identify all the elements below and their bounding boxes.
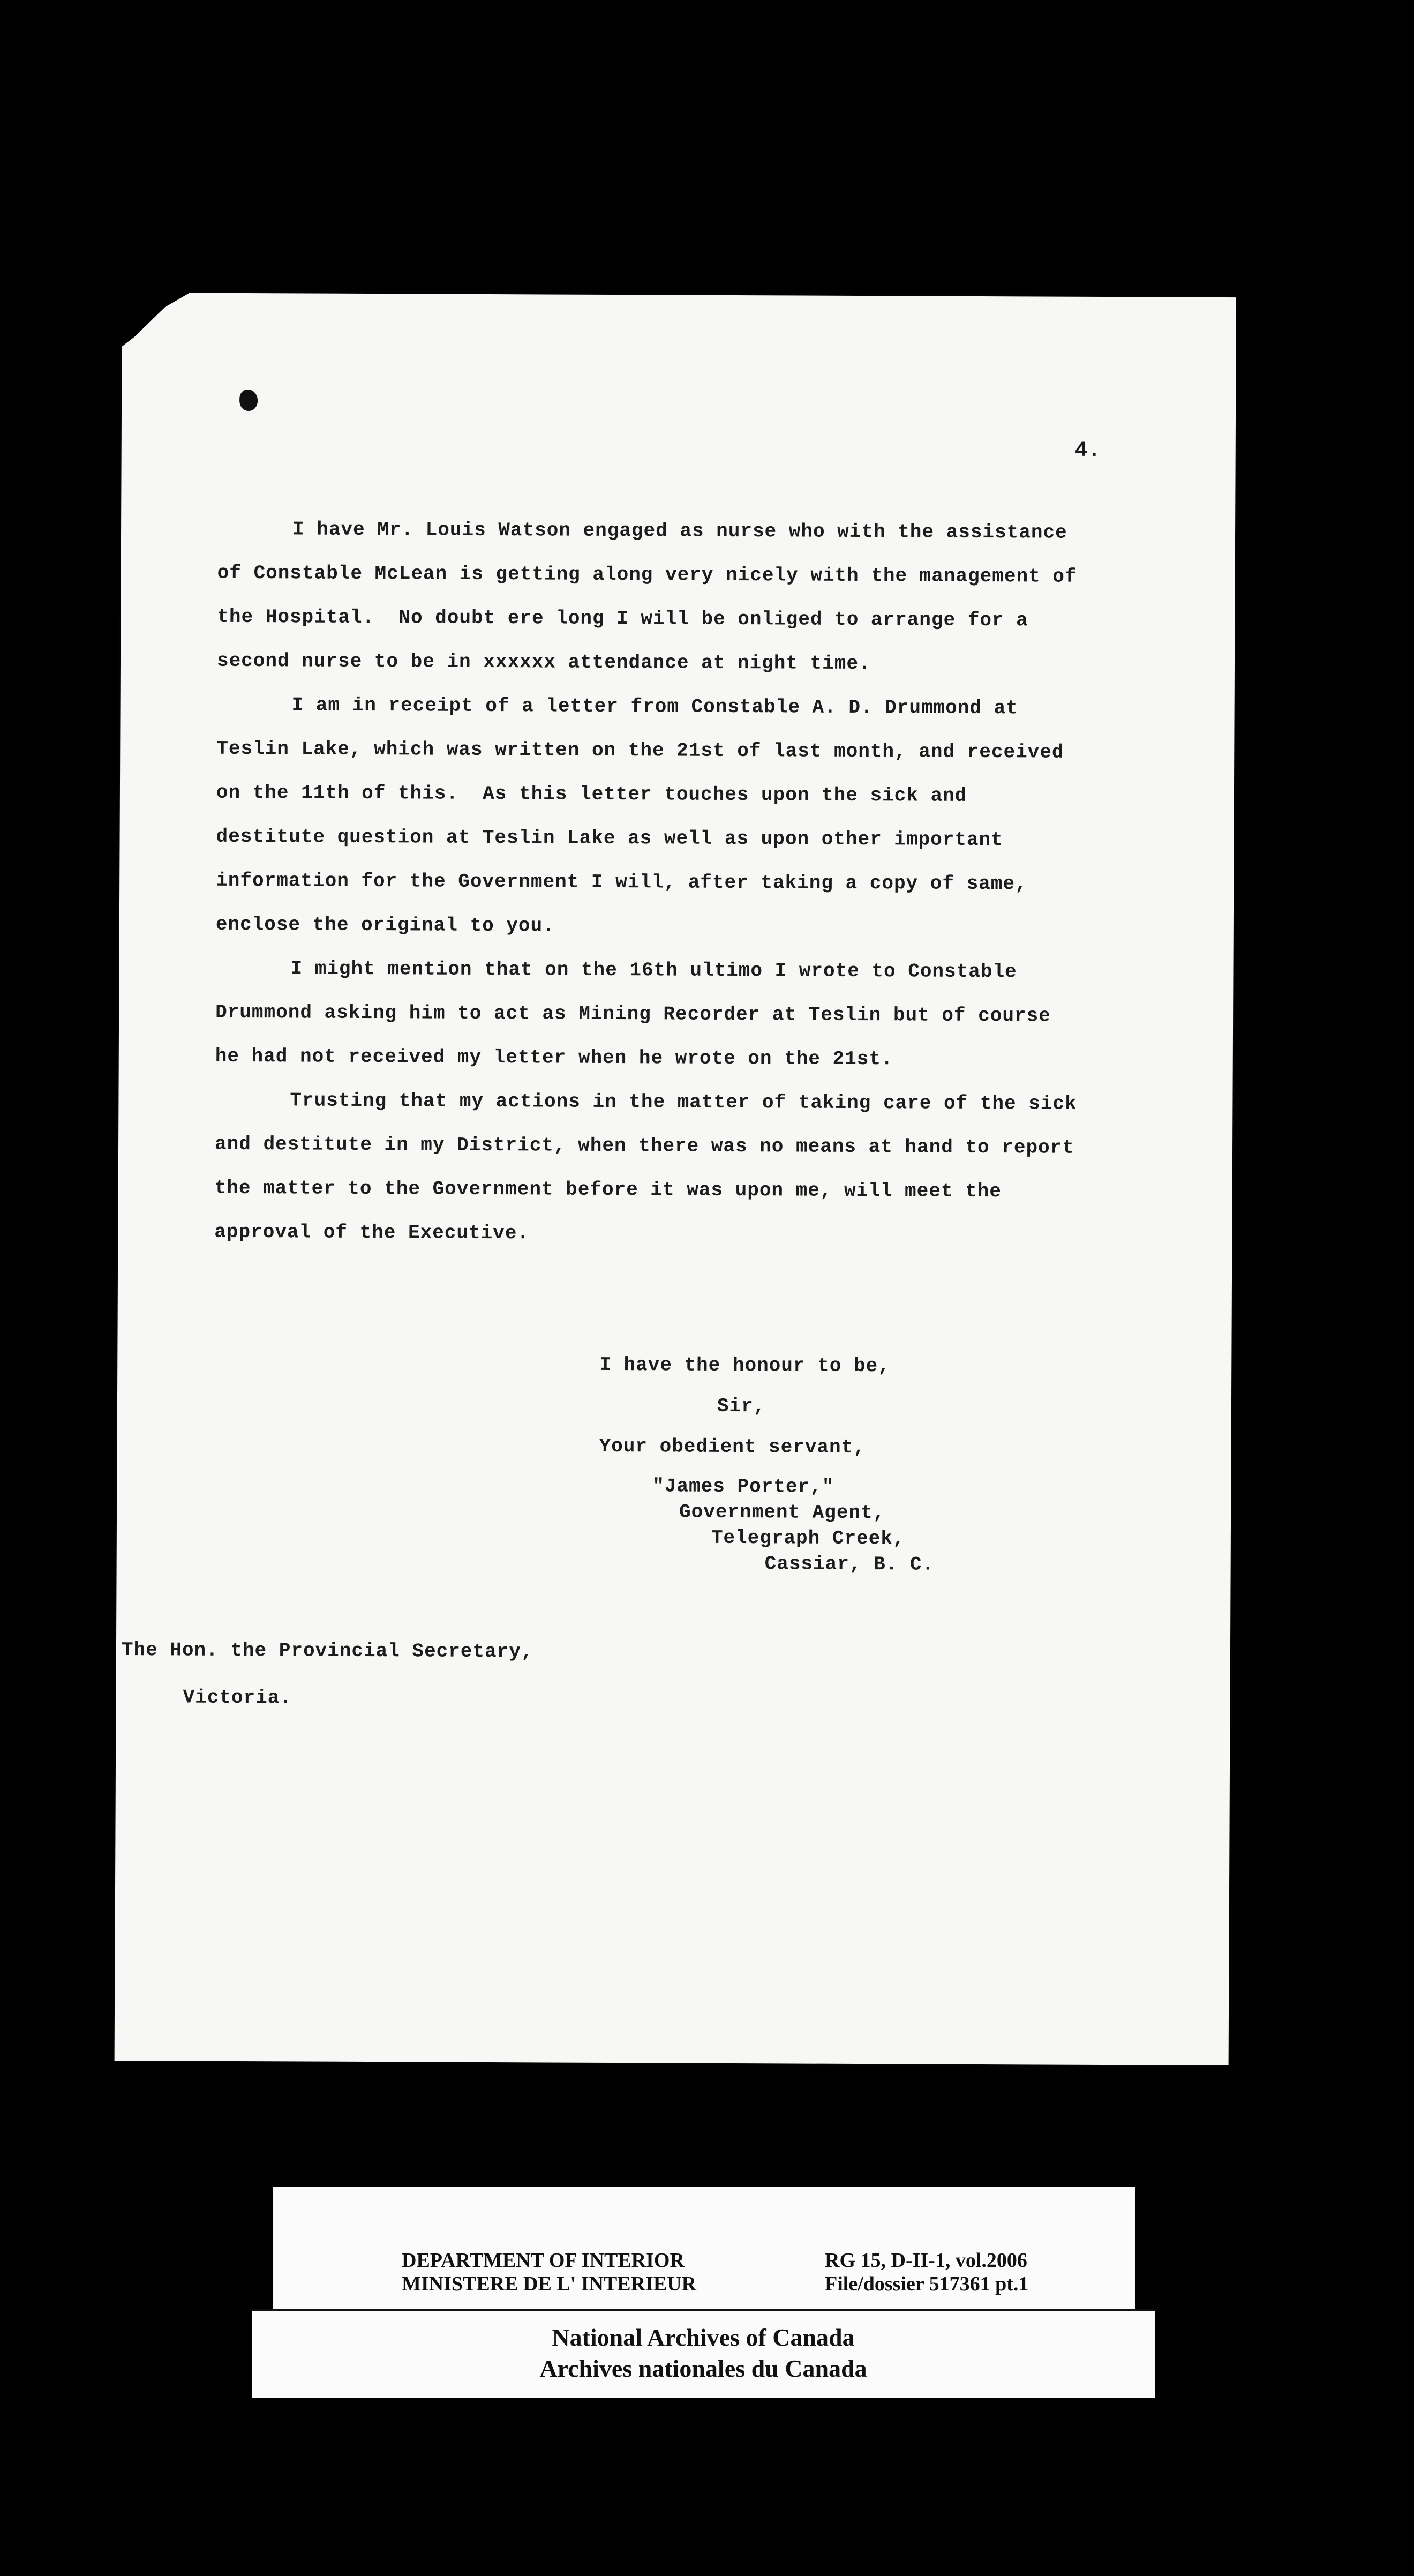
paragraph-nurse: I have Mr. Louis Watson engaged as nurse who with the assistance of Constable McLean is getting along very nicely with the management of the Hospital. No doubt ere long I will be onliged to arrange for a second nurse to be in xxxxxx attendance at night time.: [216, 518, 1089, 675]
file-reference: [825, 2249, 1028, 2296]
closing-block: [599, 1345, 890, 1468]
addressee-block: [121, 1627, 533, 1723]
closing-servant: Your obedient servant,: [599, 1435, 866, 1459]
signature-title: Government Agent,: [679, 1501, 885, 1524]
archive-reference-label: [273, 2187, 1135, 2316]
page-number: 4.: [1074, 438, 1101, 463]
department-fr: MINISTERE DE L' INTERIEUR: [402, 2273, 697, 2295]
paragraph-trusting: Trusting that my actions in the matter of taking care of the sick and destitute in my District, when there was no means at hand to report the matter to the Government before it was upon me, will meet the approval of the Executive.: [214, 1089, 1089, 1245]
torn-corner: [120, 289, 195, 349]
record-group: RG 15, D-II-1, vol.2006: [825, 2249, 1027, 2272]
signature-name: "James Porter,": [652, 1475, 834, 1498]
signature-block: [652, 1473, 935, 1577]
file-number: File/dossier 517361 pt.1: [825, 2273, 1029, 2295]
addressee-title: The Hon. the Provincial Secretary,: [121, 1639, 533, 1663]
addressee-city: Victoria.: [183, 1686, 292, 1709]
archives-label: [252, 2309, 1155, 2398]
department-en: DEPARTMENT OF INTERIOR: [402, 2249, 685, 2272]
archives-en: National Archives of Canada: [552, 2324, 855, 2351]
paragraph-mining-recorder: I might mention that on the 16th ultimo I wrote to Constable Drummond asking him to act as Mining Recorder at Teslin but of course he had not received my letter when he wrote on the 21st.: [215, 957, 1063, 1070]
letter-page: [115, 293, 1236, 2065]
closing-honour: I have the honour to be,: [599, 1353, 890, 1377]
signature-region: Cassiar, B. C.: [764, 1553, 935, 1576]
closing-salutation: Sir,: [717, 1395, 766, 1418]
letter-body: [214, 507, 1089, 1258]
paragraph-drummond-letter: I am in receipt of a letter from Constable A. D. Drummond at Teslin Lake, which was written on the 21st of last month, and received on the 11th of this. As this letter touches upon the sick and destitute question at Teslin Lake as well as upon other important information for the Government I will, after taking a copy of same, enclose the original to you.: [215, 694, 1077, 937]
signature-place: Telegraph Creek,: [711, 1526, 905, 1550]
archives-name: [252, 2322, 1155, 2384]
department-name: [402, 2249, 696, 2296]
archives-fr: Archives nationales du Canada: [539, 2355, 867, 2382]
ink-blot: [239, 390, 258, 411]
